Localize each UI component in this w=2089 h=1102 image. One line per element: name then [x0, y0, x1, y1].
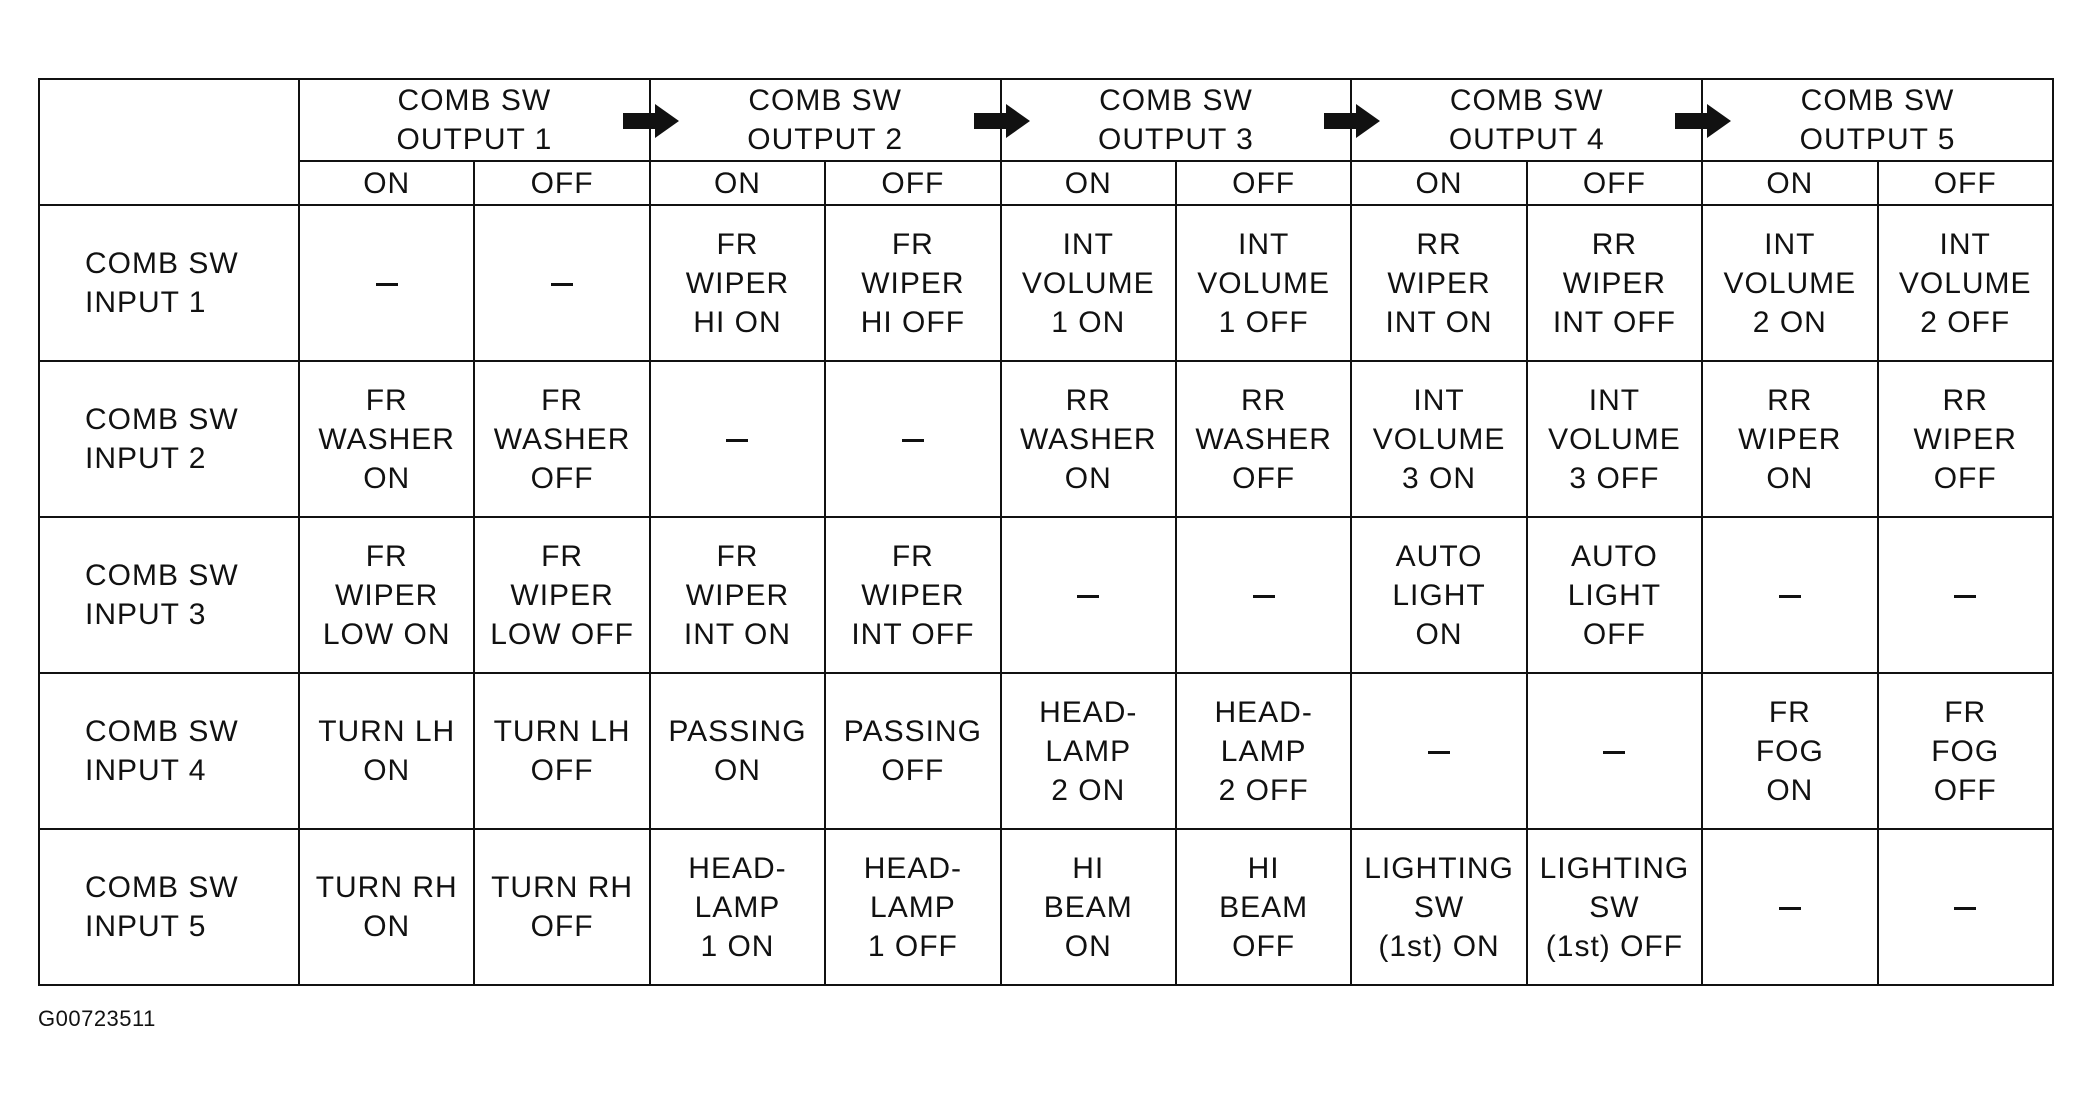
- table-cell: INT VOLUME 2 OFF: [1878, 205, 2053, 361]
- switch-matrix-table: [38, 78, 2054, 986]
- empty-dash: [1954, 907, 1976, 910]
- on-off-header-row: [39, 161, 2053, 205]
- output-4-off-header: OFF: [1527, 161, 1702, 205]
- figure-id: G00723511: [38, 1006, 156, 1031]
- table-cell: [1351, 673, 1526, 829]
- table-cell: HI BEAM OFF: [1176, 829, 1351, 985]
- table-cell: RR WASHER ON: [1001, 361, 1176, 517]
- table-cell: [1176, 517, 1351, 673]
- output-5-on-header: ON: [1702, 161, 1877, 205]
- output-1-off-header: OFF: [474, 161, 649, 205]
- table-cell: FR WIPER LOW OFF: [474, 517, 649, 673]
- corner-cell: [39, 79, 299, 205]
- table-cell: [299, 205, 474, 361]
- output-3-off-header: OFF: [1176, 161, 1351, 205]
- table-cell: TURN LH ON: [299, 673, 474, 829]
- table-cell: FR WIPER HI ON: [650, 205, 825, 361]
- table-cell: [1527, 673, 1702, 829]
- input-3-row: [39, 517, 2053, 673]
- table-cell: PASSING ON: [650, 673, 825, 829]
- table-cell: [1001, 517, 1176, 673]
- empty-dash: [1603, 751, 1625, 754]
- output-2-on-header: ON: [650, 161, 825, 205]
- input-4-label: COMB SW INPUT 4: [39, 673, 299, 829]
- input-4-row: [39, 673, 2053, 829]
- table-cell: RR WIPER INT ON: [1351, 205, 1526, 361]
- table-cell: [825, 361, 1000, 517]
- output-5-off-header: OFF: [1878, 161, 2053, 205]
- table-cell: AUTO LIGHT ON: [1351, 517, 1526, 673]
- table-cell: [1702, 829, 1877, 985]
- output-1-on-header: ON: [299, 161, 474, 205]
- input-5-row: [39, 829, 2053, 985]
- input-1-label: COMB SW INPUT 1: [39, 205, 299, 361]
- table-cell: RR WIPER OFF: [1878, 361, 2053, 517]
- empty-dash: [1954, 595, 1976, 598]
- table-cell: AUTO LIGHT OFF: [1527, 517, 1702, 673]
- output-3-header: [1001, 79, 1352, 161]
- output-2-off-header: OFF: [825, 161, 1000, 205]
- table-cell: HI BEAM ON: [1001, 829, 1176, 985]
- output-2-header: [650, 79, 1001, 161]
- table-cell: INT VOLUME 1 ON: [1001, 205, 1176, 361]
- table-cell: HEAD- LAMP 2 OFF: [1176, 673, 1351, 829]
- input-2-row: [39, 361, 2053, 517]
- table-cell: FR FOG ON: [1702, 673, 1877, 829]
- table-cell: PASSING OFF: [825, 673, 1000, 829]
- table-cell: FR WASHER ON: [299, 361, 474, 517]
- output-5-header: [1702, 79, 2053, 161]
- table-cell: RR WIPER INT OFF: [1527, 205, 1702, 361]
- table-cell: TURN RH OFF: [474, 829, 649, 985]
- table-cell: [650, 361, 825, 517]
- table-cell: FR WIPER HI OFF: [825, 205, 1000, 361]
- empty-dash: [376, 283, 398, 286]
- input-1-row: [39, 205, 2053, 361]
- table-cell: FR WIPER INT OFF: [825, 517, 1000, 673]
- table-cell: [474, 205, 649, 361]
- empty-dash: [551, 283, 573, 286]
- empty-dash: [1077, 595, 1099, 598]
- table-cell: RR WIPER ON: [1702, 361, 1877, 517]
- table-cell: INT VOLUME 3 OFF: [1527, 361, 1702, 517]
- empty-dash: [1779, 595, 1801, 598]
- table-cell: FR WASHER OFF: [474, 361, 649, 517]
- table-cell: [1878, 517, 2053, 673]
- output-4-on-header: ON: [1351, 161, 1526, 205]
- output-2-label: COMB SW OUTPUT 2: [747, 84, 904, 156]
- output-3-on-header: ON: [1001, 161, 1176, 205]
- table-cell: [1702, 517, 1877, 673]
- table-body: [39, 205, 2053, 985]
- table-cell: FR WIPER INT ON: [650, 517, 825, 673]
- table-cell: LIGHTING SW (1st) OFF: [1527, 829, 1702, 985]
- table-cell: HEAD- LAMP 1 OFF: [825, 829, 1000, 985]
- table-cell: INT VOLUME 3 ON: [1351, 361, 1526, 517]
- input-3-label: COMB SW INPUT 3: [39, 517, 299, 673]
- input-5-label: COMB SW INPUT 5: [39, 829, 299, 985]
- input-2-label: COMB SW INPUT 2: [39, 361, 299, 517]
- empty-dash: [1253, 595, 1275, 598]
- output-4-header: [1351, 79, 1702, 161]
- output-1-header: [299, 79, 650, 161]
- table-cell: INT VOLUME 2 ON: [1702, 205, 1877, 361]
- table-cell: HEAD- LAMP 2 ON: [1001, 673, 1176, 829]
- output-4-label: COMB SW OUTPUT 4: [1448, 84, 1605, 156]
- output-header-row: [39, 79, 2053, 161]
- table-cell: LIGHTING SW (1st) ON: [1351, 829, 1526, 985]
- table-cell: TURN RH ON: [299, 829, 474, 985]
- empty-dash: [902, 439, 924, 442]
- empty-dash: [1779, 907, 1801, 910]
- empty-dash: [1428, 751, 1450, 754]
- table-cell: TURN LH OFF: [474, 673, 649, 829]
- table-cell: HEAD- LAMP 1 ON: [650, 829, 825, 985]
- table-cell: FR FOG OFF: [1878, 673, 2053, 829]
- table-cell: INT VOLUME 1 OFF: [1176, 205, 1351, 361]
- table-cell: FR WIPER LOW ON: [299, 517, 474, 673]
- output-5-label: COMB SW OUTPUT 5: [1799, 84, 1956, 156]
- table-cell: [1878, 829, 2053, 985]
- table-cell: RR WASHER OFF: [1176, 361, 1351, 517]
- empty-dash: [726, 439, 748, 442]
- output-1-label: COMB SW OUTPUT 1: [396, 84, 553, 156]
- output-3-label: COMB SW OUTPUT 3: [1098, 84, 1254, 156]
